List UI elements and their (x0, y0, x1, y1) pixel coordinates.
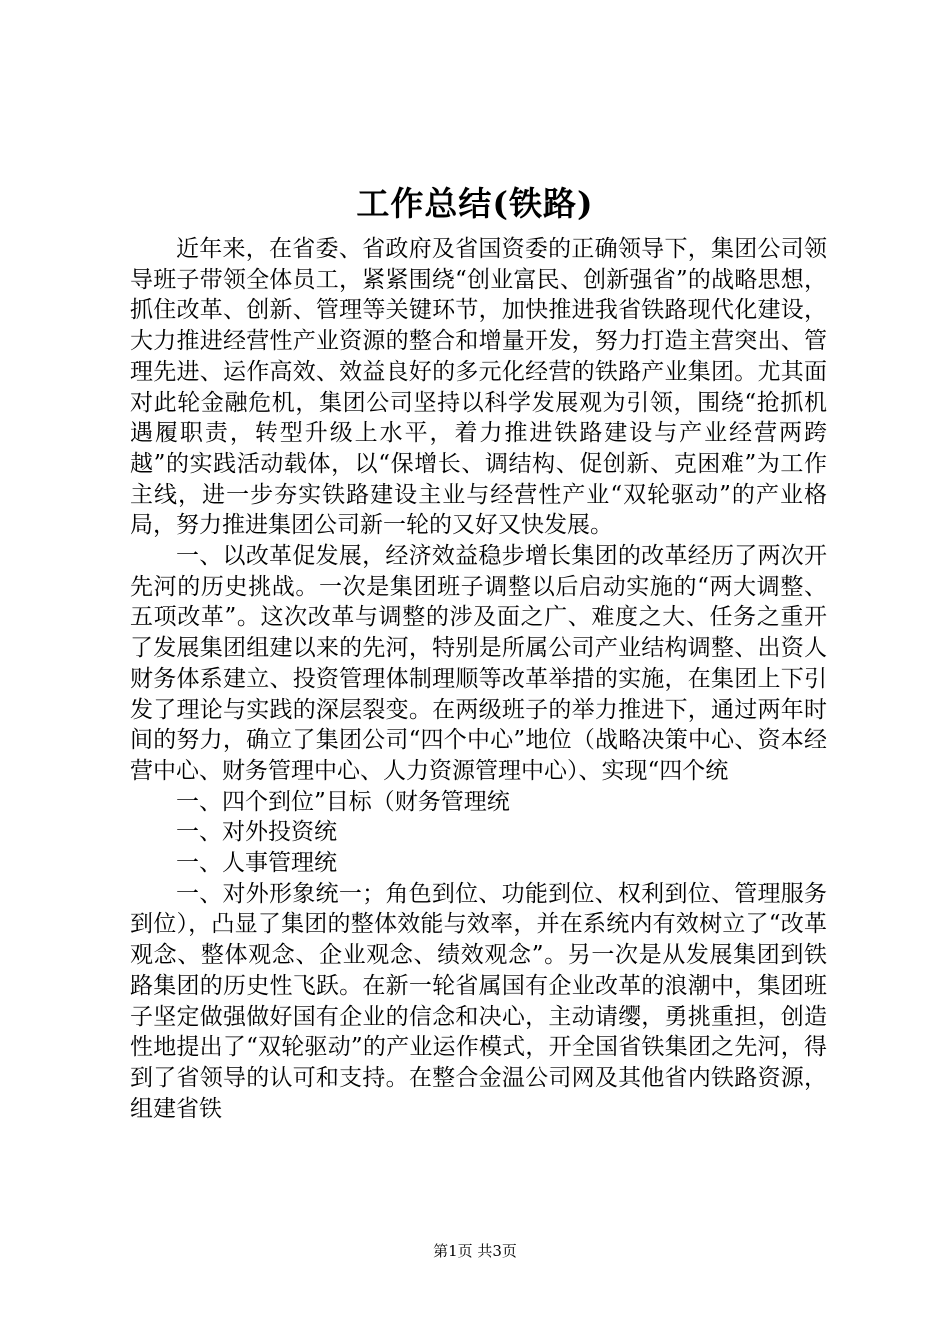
document-title: 工作总结(铁路) (356, 184, 594, 223)
paragraph-external-investment: 一、对外投资统 (176, 819, 337, 846)
paragraph-intro: 近年来，在省委、省政府及省国资委的正确领导下，集团公司领导班子带领全体员工，紧紧围绕“创业富民、创新强省”的战略思想，抓住改革、创新、管理等关键环节，加快推进我省铁路现代化建设，大力推进经营性产业资源的整合和增量开发，努力打造主营突出、管理先进、运作高效、效益良好的多元化经营的铁路产业集团。尤其面对此轮金融危机，集团公司坚持以科学发展观为引领，围绕“抢抓机遇履职责，转型升级上水平，着力推进铁路建设与产业经营两跨越”的实践活动载体，以“保增长、调结构、促创新、克困难”为工作主线，进一步夯实铁路建设主业与经营性产业“双轮驱动”的产业格局，努力推进集团公司新一轮的又好又快发展。 (130, 236, 827, 539)
page-number-footer: 第1页 共3页 (433, 1242, 517, 1260)
document-body (130, 234, 827, 1124)
paragraph-four-targets: 一、四个到位”目标（财务管理统 (176, 788, 510, 815)
paragraph-external-image: 一、对外形象统一；角色到位、功能到位、权利到位、管理服务到位），凸显了集团的整体效能与效率，并在系统内有效树立了“改革观念、整体观念、企业观念、绩效观念”。另一次是从发展集团到铁路集团的历史性飞跃。在新一轮省属国有企业改革的浪潮中，集团班子坚定做强做好国有企业的信念和决心，主动请缨，勇挑重担，创造性地提出了“双轮驱动”的产业运作模式，开全国省铁集团之先河，得到了省领导的认可和支持。在整合金温公司网及其他省内铁路资源，组建省铁 (130, 880, 827, 1122)
paragraph-personnel-management: 一、人事管理统 (176, 850, 337, 877)
paragraph-reform: 一、以改革促发展，经济效益稳步增长集团的改革经历了两次开先河的历史挑战。一次是集团班子调整以后启动实施的“两大调整、五项改革”。这次改革与调整的涉及面之广、难度之大、任务之重开了发展集团组建以来的先河，特别是所属公司产业结构调整、出资人财务体系建立、投资管理体制理顺等改革举措的实施，在集团上下引发了理论与实践的深层裂变。在两级班子的举力推进下，通过两年时间的努力，确立了集团公司“四个中心”地位（战略决策中心、资本经营中心、财务管理中心、人力资源管理中心）、实现“四个统 (130, 543, 827, 784)
